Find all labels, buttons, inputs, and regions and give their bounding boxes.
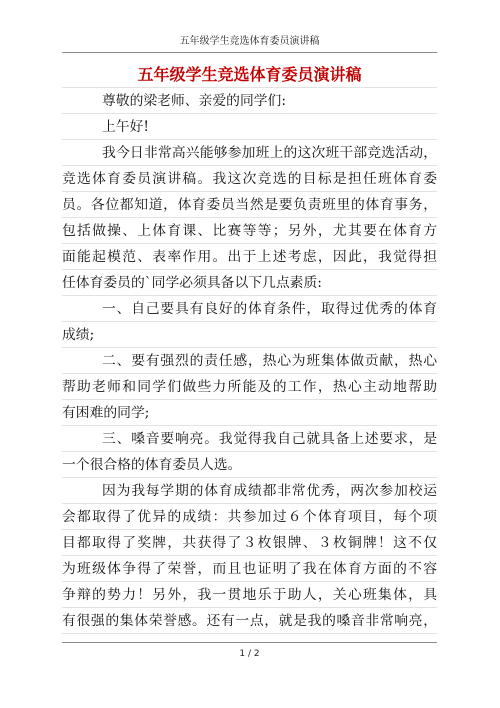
paragraph-intro	[62, 140, 437, 296]
document-body	[62, 62, 437, 634]
page-number: 1 / 2	[239, 649, 260, 659]
text-line: 包括做操、上体育课、比赛等等；另外，尤其要在体育方	[62, 218, 437, 244]
running-header: 五年级学生竞选体育委员演讲稿	[179, 36, 320, 47]
text-line: 三、嗓音要响亮。我觉得我自己就具备上述要求，是	[62, 426, 437, 452]
text-line: 目都取得了奖牌，共获得了３枚银牌、３枚铜牌！这不仅	[62, 530, 437, 556]
text-line: 帮助老师和同学们做些力所能及的工作，热心主动地帮助	[62, 374, 437, 400]
text-line: 有很强的集体荣誉感。还有一点，就是我的嗓音非常响亮，	[62, 608, 437, 634]
text-line: 会都取得了优异的成绩：共参加过６个体育项目，每个项	[62, 504, 437, 530]
text-line: 成绩;	[62, 322, 437, 348]
document-title: 五年级学生竞选体育委员演讲稿	[62, 62, 437, 88]
text-line: 二、要有强烈的责任感，热心为班集体做贡献，热心	[62, 348, 437, 374]
text-line: 员。各位都知道，体育委员当然是要负责班里的体育事务，	[62, 192, 437, 218]
header-divider	[62, 52, 437, 53]
footer-divider	[62, 642, 437, 643]
text-line: 尊敬的梁老师、亲爱的同学们:	[62, 88, 437, 114]
text-line: 为班级体争得了荣誉，而且也证明了我在体育方面的不容	[62, 556, 437, 582]
paragraph-point-one	[62, 296, 437, 348]
text-line: 任体育委员的`同学必须具备以下几点素质:	[62, 270, 437, 296]
text-line: 我今日非常高兴能够参加班上的这次班干部竞选活动，	[62, 140, 437, 166]
text-line: 面能起模范、表率作用。出于上述考虑，因此，我觉得担	[62, 244, 437, 270]
paragraph-point-two	[62, 348, 437, 426]
text-line: 一、自己要具有良好的体育条件，取得过优秀的体育	[62, 296, 437, 322]
paragraph-point-three	[62, 426, 437, 478]
text-line: 有困难的同学;	[62, 400, 437, 426]
text-line: 因为我每学期的体育成绩都非常优秀，两次参加校运	[62, 478, 437, 504]
text-line: 竞选体育委员演讲稿。我这次竞选的目标是担任班体育委	[62, 166, 437, 192]
paragraph-greeting	[62, 114, 437, 140]
text-line: 上午好!	[62, 114, 437, 140]
text-line: 争辩的势力！另外，我一贯地乐于助人，关心班集体，具	[62, 582, 437, 608]
paragraph-achievements	[62, 478, 437, 634]
text-line: 一个很合格的体育委员人选。	[62, 452, 437, 478]
paragraph-salutation	[62, 88, 437, 114]
